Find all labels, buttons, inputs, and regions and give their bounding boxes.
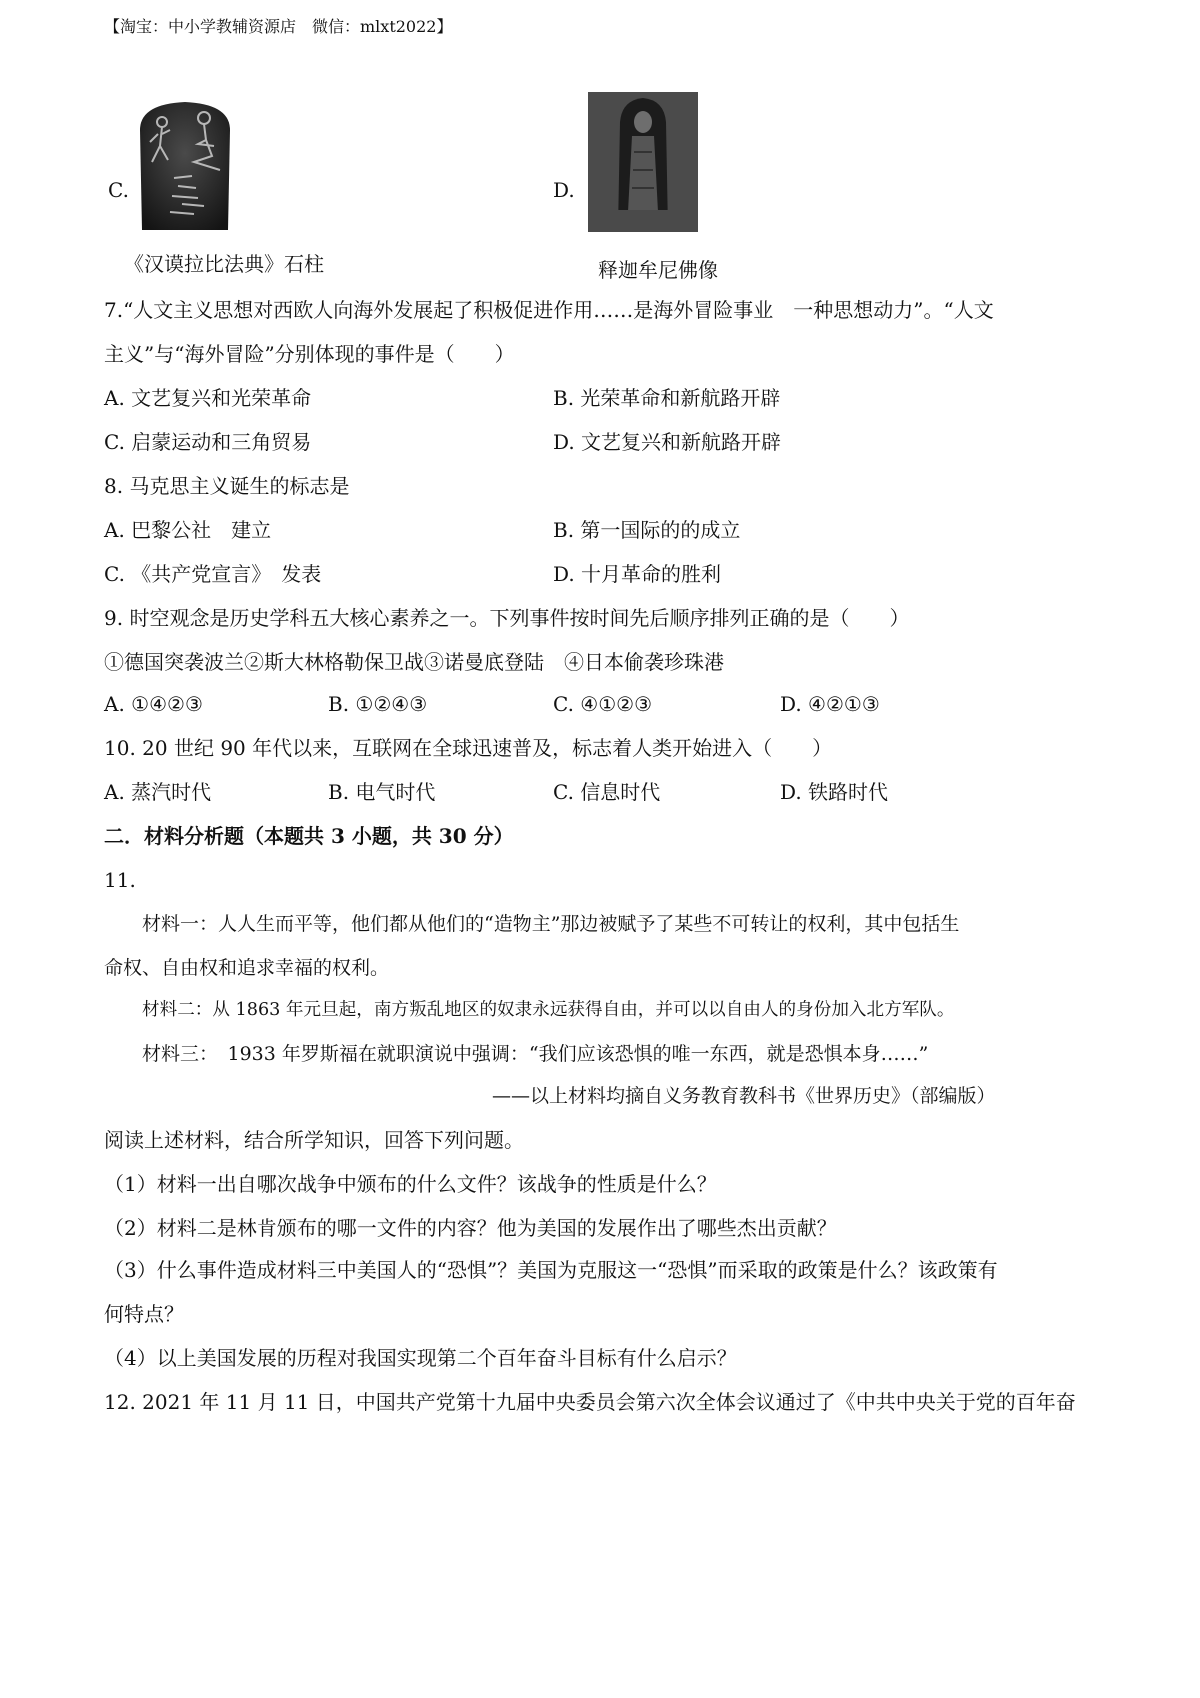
q8-stem: 8. 马克思主义诞生的标志是 [104,474,350,498]
q8-option-a: A. 巴黎公社 建立 [104,518,272,542]
q12-stem-line1: 12. 2021 年 11 月 11 日，中国共产党第十九届中央委员会第六次全体会议通过了《中共中央关于党的百年奋 [104,1390,1076,1414]
q11-material-2: 材料二：从 1863 年元旦起，南方叛乱地区的奴隶永远获得自由，并可以以自由人的身份加入北方军队。 [142,1000,955,1020]
q11-sub-question-1: （1）材料一出自哪次战争中颁布的什么文件？该战争的性质是什么？ [104,1172,717,1196]
hammurabi-stele-image [134,100,236,230]
q8-option-c: C. 《共产党宣言》 发表 [104,562,322,586]
q6-option-d-label: D. [553,178,575,202]
q6-option-d-caption: 释迦牟尼佛像 [598,258,718,282]
q8-option-d: D. 十月革命的胜利 [553,562,722,586]
q6-option-c-caption: 《汉谟拉比法典》石柱 [124,252,324,276]
q10-option-a: A. 蒸汽时代 [104,780,212,804]
q10-option-c: C. 信息时代 [553,780,661,804]
buddha-statue-image [588,92,698,232]
q10-option-b: B. 电气时代 [328,780,436,804]
q11-sub-question-3-line2: 何特点？ [104,1302,184,1326]
q10-stem: 10. 20 世纪 90 年代以来，互联网在全球迅速普及，标志着人类开始进入（ ） [104,736,833,760]
q8-option-b: B. 第一国际的的成立 [553,518,741,542]
q9-option-b: B. ①②④③ [328,692,428,716]
q7-stem-line1: 7.“人文主义思想对西欧人向海外发展起了积极促进作用……是海外冒险事业 一种思想动力”。“人文 [104,298,994,322]
q7-option-a: A. 文艺复兴和光荣革命 [104,386,312,410]
q9-option-a: A. ①④②③ [104,692,203,716]
q11-number: 11. [104,868,136,892]
q11-material-3: 材料三： 1933 年罗斯福在就职演说中强调：“我们应该恐惧的唯一东西，就是恐惧本身……” [142,1043,929,1065]
q11-material-1-line1: 材料一：人人生而平等，他们都从他们的“造物主”那边被赋予了某些不可转让的权利，其中包括生 [142,913,960,935]
q11-source: ——以上材料均摘自义务教育教科书《世界历史》（部编版） [492,1085,996,1107]
q11-sub-question-3-line1: （3）什么事件造成材料三中美国人的“恐惧”？美国为克服这一“恐惧”而采取的政策是什么？该政策有 [104,1258,998,1282]
q11-material-1-line2: 命权、自由权和追求幸福的权利。 [104,957,390,979]
q11-sub-question-4: （4）以上美国发展的历程对我国实现第二个百年奋斗目标有什么启示？ [104,1346,737,1370]
q6-option-c-label: C. [108,178,129,202]
q11-sub-question-2: （2）材料二是林肯颁布的哪一文件的内容？他为美国的发展作出了哪些杰出贡献？ [104,1216,837,1240]
q11-instruction: 阅读上述材料，结合所学知识，回答下列问题。 [104,1128,524,1152]
page-header-watermark: 【淘宝：中小学教辅资源店 微信：mlxt2022】 [104,17,453,36]
q7-stem-line2: 主义”与“海外冒险”分别体现的事件是（ ） [104,342,515,366]
section-2-title: 二．材料分析题（本题共 3 小题，共 30 分） [104,824,514,848]
q10-option-d: D. 铁路时代 [780,780,889,804]
q9-events: ①德国突袭波兰②斯大林格勒保卫战③诺曼底登陆 ④日本偷袭珍珠港 [104,650,724,674]
q9-stem: 9. 时空观念是历史学科五大核心素养之一。下列事件按时间先后顺序排列正确的是（ ） [104,606,910,630]
q9-option-c: C. ④①②③ [553,692,653,716]
q7-option-b: B. 光荣革命和新航路开辟 [553,386,781,410]
q7-option-c: C. 启蒙运动和三角贸易 [104,430,312,454]
q9-option-d: D. ④②①③ [780,692,880,716]
q7-option-d: D. 文艺复兴和新航路开辟 [553,430,782,454]
